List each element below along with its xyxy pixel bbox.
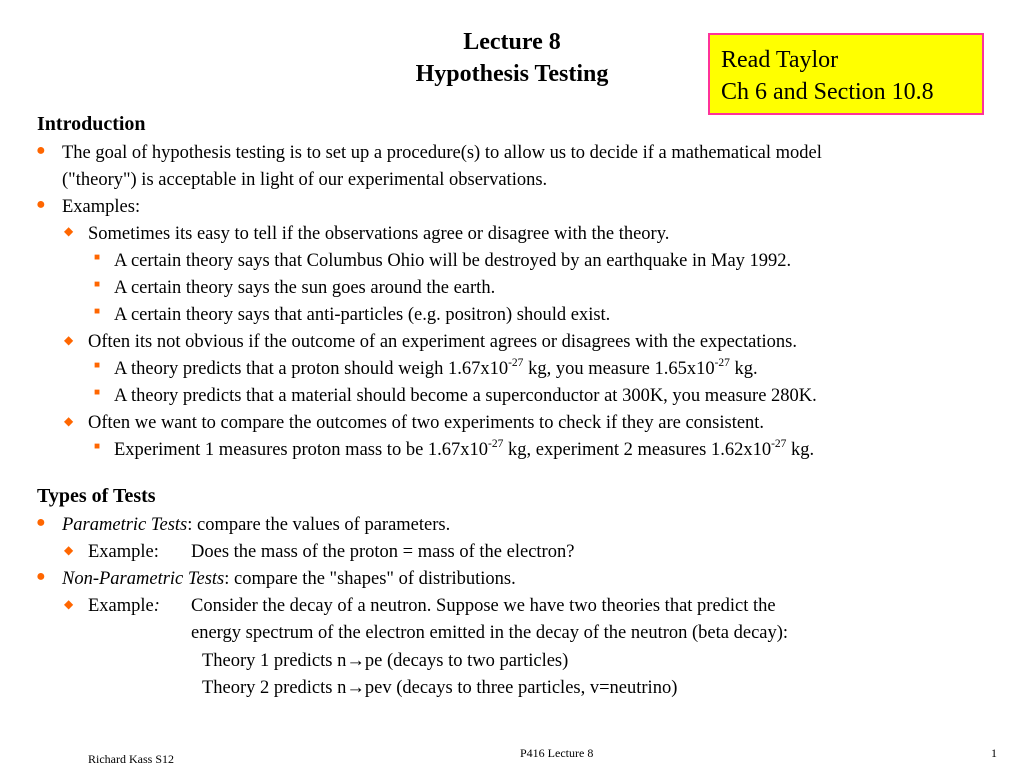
arrow-right-icon: →: [346, 678, 365, 698]
nonparametric-tests: Non-Parametric Tests: compare the "shapes" of distributions.: [62, 569, 516, 589]
parametric-example-label: Example:: [88, 542, 159, 562]
theory-1: Theory 1 predicts n→pe (decays to two particles): [202, 651, 569, 671]
bullet-square-icon: ■: [94, 306, 101, 317]
example-superconductor: A theory predicts that a material should become a superconductor at 300K, you measure 280K.: [114, 386, 817, 406]
example-antiparticles: A certain theory says that anti-particles (e.g. positron) should exist.: [114, 305, 611, 325]
nonparametric-example-label: Example:: [88, 596, 160, 616]
title-line-1: Lecture 8: [463, 29, 561, 55]
theory-2: Theory 2 predicts n→pev (decays to three particles, v=neutrino): [202, 678, 678, 698]
bullet-square-icon: ■: [94, 252, 101, 263]
compare-case: Often we want to compare the outcomes of two experiments to check if they are consistent.: [88, 413, 765, 433]
bullet-square-icon: ■: [94, 279, 101, 290]
example-proton-weight: A theory predicts that a proton should weigh $1.67x10^{-27}$ kg, you measure $1.65x10^{-27}$ kg.: [114, 356, 758, 379]
examples-label: Examples:: [62, 197, 141, 217]
parametric-example: Does the mass of the proton = mass of the electron?: [191, 542, 575, 562]
footer-author: Richard Kass S12: [88, 752, 174, 766]
note-line-2: Ch 6 and Section 10.8: [721, 79, 934, 105]
nonparametric-example-line-1: Consider the decay of a neutron. Suppose we have two theories that predict the: [191, 596, 776, 616]
bullet-square-icon: ■: [94, 360, 101, 371]
title-line-2: Hypothesis Testing: [415, 61, 609, 87]
note-line-1: Read Taylor: [721, 47, 839, 73]
bullet-dot-icon: ●: [36, 142, 46, 159]
bullet-dot-icon: ●: [36, 568, 46, 585]
nonparametric-example-line-2: energy spectrum of the electron emitted in the decay of the neutron (beta decay):: [191, 623, 789, 643]
reading-note-box: [708, 33, 984, 115]
bullet-diamond-icon: ◆: [64, 224, 74, 238]
bullet-square-icon: ■: [94, 441, 101, 452]
intro-heading: Introduction: [37, 113, 146, 135]
bullet-dot-icon: ●: [36, 196, 46, 213]
example-two-experiments: Experiment 1 measures proton mass to be $1.67x10^{-27}$ kg, experiment 2 measures $1.62x10^{-27}$ kg.: [114, 437, 815, 460]
intro-goal-line-1: The goal of hypothesis testing is to set up a procedure(s) to allow us to decide if a mathematical model: [62, 143, 822, 163]
bullet-dot-icon: ●: [36, 514, 46, 531]
footer-course: P416 Lecture 8: [520, 746, 594, 760]
easy-case: Sometimes its easy to tell if the observations agree or disagree with the theory.: [88, 224, 670, 244]
bullet-diamond-icon: ◆: [64, 333, 74, 347]
example-sun: A certain theory says the sun goes around the earth.: [114, 278, 496, 298]
intro-goal-line-2: ("theory") is acceptable in light of our experimental observations.: [62, 170, 548, 190]
bullet-diamond-icon: ◆: [64, 414, 74, 428]
types-heading: Types of Tests: [37, 485, 156, 507]
arrow-right-icon: →: [346, 651, 365, 671]
bullet-diamond-icon: ◆: [64, 543, 74, 557]
slide-title: [300, 26, 724, 90]
parametric-tests: Parametric Tests: compare the values of parameters.: [62, 515, 451, 535]
example-columbus: A certain theory says that Columbus Ohio will be destroyed by an earthquake in May 1992.: [114, 251, 792, 271]
not-obvious-case: Often its not obvious if the outcome of an experiment agrees or disagrees with the expectations.: [88, 332, 797, 352]
footer-page-number: 1: [991, 746, 997, 760]
bullet-square-icon: ■: [94, 387, 101, 398]
bullet-diamond-icon: ◆: [64, 597, 74, 611]
